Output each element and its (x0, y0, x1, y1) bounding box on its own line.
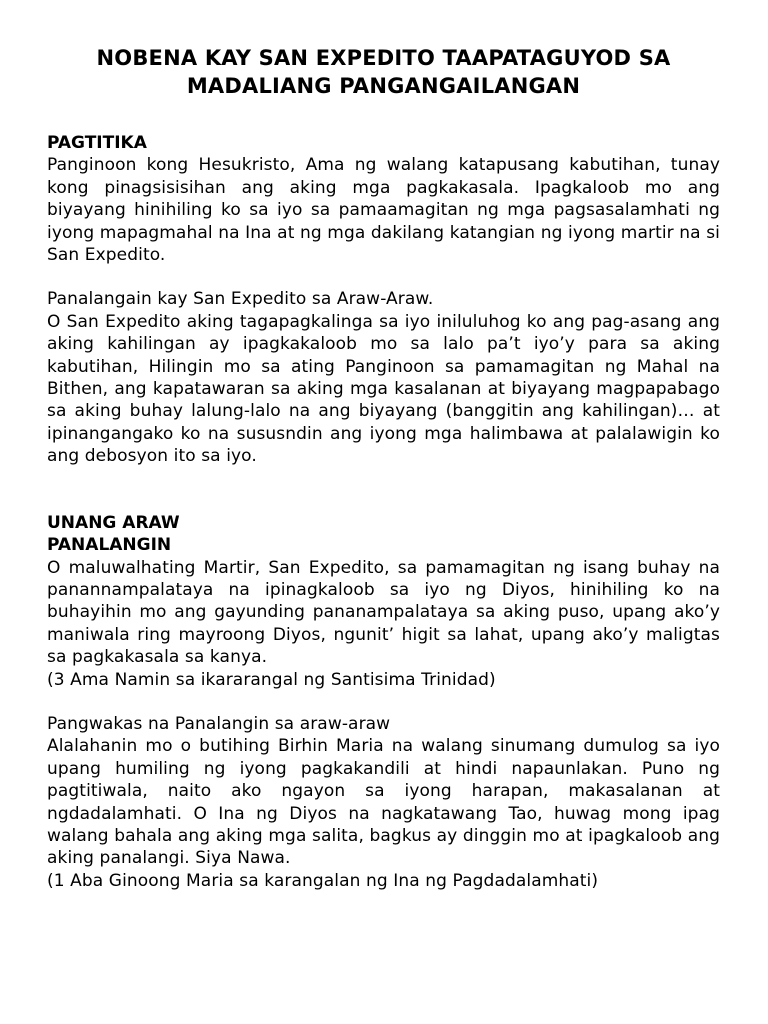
section-heading-unang-araw: UNANG ARAW (47, 512, 180, 533)
section-pangwakas (47, 713, 720, 892)
pangwakas-body: Alalahanin mo o butihing Birhin Maria na walang sinumang dumulog sa iyo upang humiling ng iyong pagkakandili at hindi napaunlakan. Puno ng pagtitiwala, naito ako ngayon sa iyong harapan, makasalanan at ngdadalamhati. O Ina ng Diyos na nagkatawang Tao, huwag mong ipag walang bahala ang aking mga salita, bagkus ay dinggin mo at ipagkaloob ang aking panalangi. Siya Nawa. (47, 736, 720, 869)
section-araw-araw (47, 288, 720, 467)
pangwakas-note: (1 Aba Ginoong Maria sa karangalan ng Ina ng Pagdadalamhati) (47, 870, 599, 891)
pangwakas-heading: Pangwakas na Panalangin sa araw-araw (47, 713, 391, 734)
document-title: NOBENA KAY SAN EXPEDITO TAAPATAGUYOD SA MADALIANG PANGANGAILANGAN (96, 46, 671, 98)
pagtitika-body: Panginoon kong Hesukristo, Ama ng walang katapusang kabutihan, tunay kong pinagsisisihan ang aking mga pagkakasala. Ipagkaloob mo ang biyayang hinihiling ko sa iyo sa pamaamagitan ng mga pagsasalamhati ng iyong mapagmahal na Ina at ng mga dakilang katangian ng iyong martir na si San Expedito. (47, 155, 720, 266)
section-subheading-panalangin: PANALANGIN (47, 535, 172, 556)
section-unang-araw (47, 512, 720, 691)
document-page (47, 44, 720, 892)
araw-araw-heading: Panalangain kay San Expedito sa Araw-Araw. (47, 289, 434, 310)
section-heading-pagtitika: PAGTITIKA (47, 133, 147, 153)
section-pagtitika (47, 132, 720, 266)
araw-araw-body: O San Expedito aking tagapagkalinga sa iyo iniluluhog ko ang pag-asang ang aking kahilingan ay ipagkakaloob mo sa lalo pa’t iyo’y para sa aking kabutihan, Hilingin mo sa ating Panginoon sa pamamagitan ng Mahal na Bithen, ang kapatawaran sa aking mga kasalanan at biyayang magpapabago sa aking buhay lalung-lalo na ang biyayang (banggitin ang kahilingan)… at ipinangangako ko na sususndin ang iyong mga halimbawa at palalawigin ko ang debosyon ito sa iyo. (47, 311, 720, 467)
unang-araw-body: O maluwalhating Martir, San Expedito, sa pamamagitan ng isang buhay na panannampalataya na ipinagkaloob sa iyo ng Diyos, hinihiling ko na buhayihin mo ang gayunding pananampalataya sa aking puso, upang ako’y maniwala ring mayroong Diyos, ngunit’ higit sa lahat, upang ako’y maligtas sa pagkakasala sa kanya. (47, 557, 720, 668)
unang-araw-note: (3 Ama Namin sa ikararangal ng Santisima Trinidad) (47, 669, 496, 690)
spacer (47, 266, 720, 288)
spacer (47, 691, 720, 713)
spacer (47, 468, 720, 512)
spacer (47, 100, 720, 132)
